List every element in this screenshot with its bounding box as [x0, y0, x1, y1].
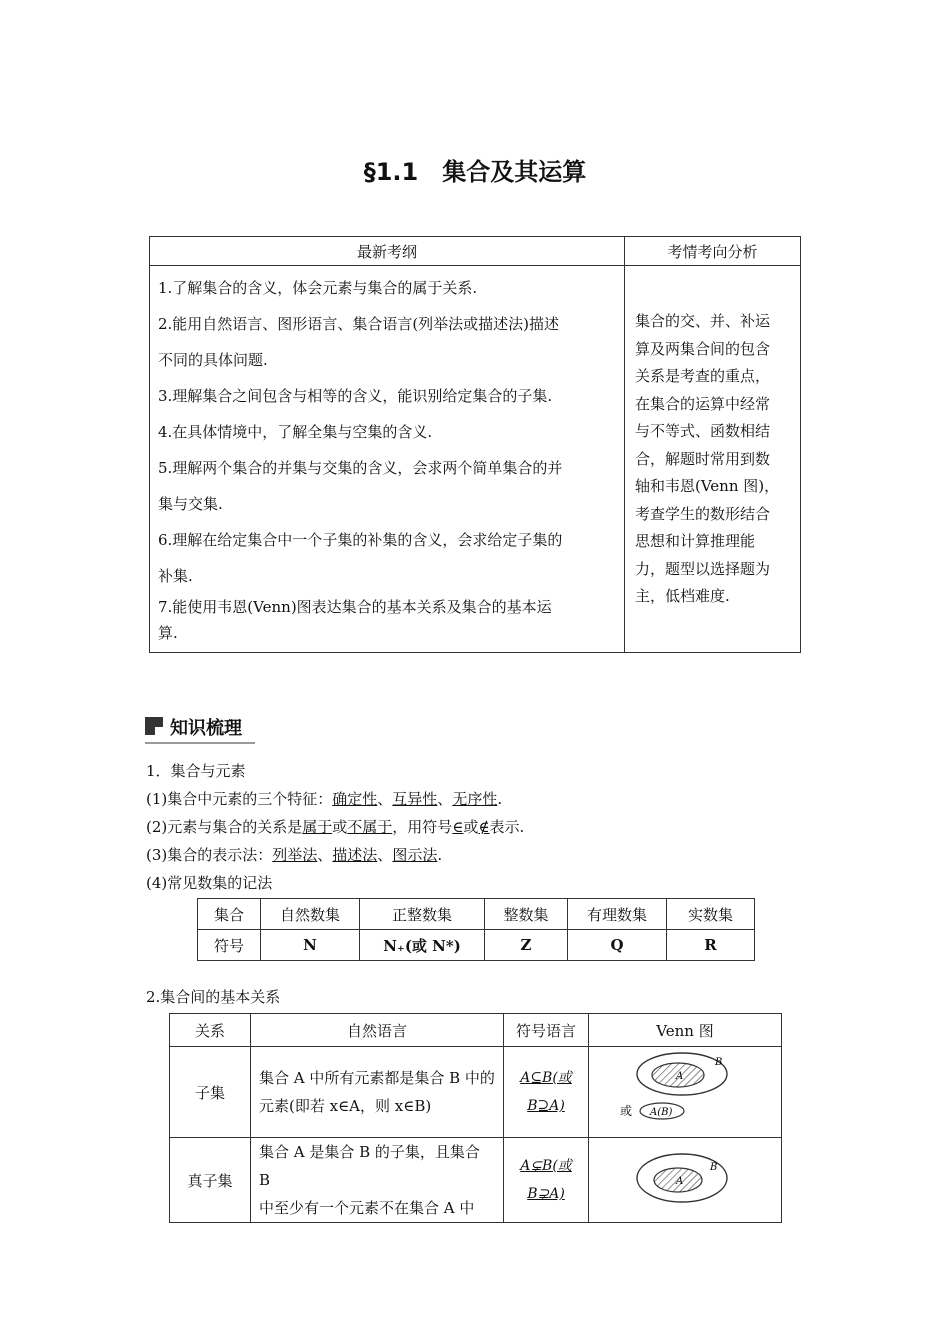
table-cell: N: [261, 930, 360, 961]
table-cell: 符号: [198, 930, 261, 961]
table-header: Venn 图: [589, 1014, 782, 1047]
table-cell: Q: [568, 930, 667, 961]
requirements-cell: [150, 266, 625, 653]
answer-word: 图示法: [392, 846, 438, 864]
relation-description: [251, 1047, 504, 1138]
knowledge-item-4: (4)常见数集的记法: [146, 874, 273, 892]
table-cell: 实数集: [667, 899, 755, 930]
item-prefix: (1)集合中元素的三个特征：: [146, 790, 333, 808]
venn-or-label: 或: [620, 1104, 633, 1118]
analysis-line: 轴和韦恩(Venn 图)，: [635, 477, 780, 495]
requirement-line: 补集.: [158, 567, 193, 585]
connector-text: 表示.: [489, 818, 525, 836]
venn-label-b: B: [715, 1057, 723, 1068]
venn-label-a: A: [676, 1176, 684, 1187]
table-cell: 整数集: [485, 899, 568, 930]
venn-diagram-proper-subset: [610, 1148, 760, 1208]
analysis-cell: [625, 266, 801, 653]
venn-label-equal: A(B): [650, 1107, 673, 1118]
relation-description: [251, 1138, 504, 1223]
table-header: 关系: [170, 1014, 251, 1047]
table-cell: R: [667, 930, 755, 961]
analysis-line: 合，解题时常用到数: [635, 449, 771, 468]
symbol-line: B⊋A): [527, 1186, 565, 1202]
analysis-line: 主，低档难度.: [635, 587, 730, 605]
requirement-line: 7.能使用韦恩(Venn)图表达集合的基本关系及集合的基本运: [158, 598, 552, 616]
requirement-line: 5.理解两个集合的并集与交集的含义，会求两个简单集合的并: [158, 459, 563, 477]
requirement-line: 4.在具体情境中，了解全集与空集的含义.: [158, 423, 433, 441]
item-prefix: (2)元素与集合的关系是: [146, 818, 303, 836]
analysis-line: 算及两集合间的包含: [635, 339, 771, 358]
venn-label-b: B: [710, 1162, 718, 1173]
table-cell: 正整数集: [360, 899, 485, 930]
section-heading: [145, 712, 255, 744]
table-header: 符号语言: [504, 1014, 589, 1047]
requirement-line: 6.理解在给定集合中一个子集的补集的含义，会求给定子集的: [158, 531, 563, 549]
not-belongs-symbol: ∉: [478, 818, 490, 836]
answer-word: 确定性: [332, 790, 378, 808]
analysis-line: 考查学生的数形结合: [635, 504, 771, 523]
connector-text: 或: [463, 818, 479, 836]
syllabus-table: [149, 236, 801, 653]
requirement-line: 不同的具体问题.: [158, 351, 268, 369]
answer-word: 互异性: [392, 790, 438, 808]
venn-cell-subset: [589, 1047, 782, 1138]
requirement-line: 集与交集.: [158, 495, 223, 513]
venn-cell-proper-subset: [589, 1138, 782, 1223]
relation-symbol: [504, 1047, 589, 1138]
analysis-line: 与不等式、函数相结: [635, 422, 771, 440]
answer-word: 无序性: [452, 790, 498, 808]
table-header: 自然语言: [251, 1014, 504, 1047]
answer-word: 描述法: [332, 846, 378, 864]
table-cell: 有理数集: [568, 899, 667, 930]
table-cell: 自然数集: [261, 899, 360, 930]
relation-symbol: [504, 1138, 589, 1223]
description-line: 元素(即若 x∈A，则 x∈B): [259, 1097, 432, 1115]
table-cell: Z: [485, 930, 568, 961]
venn-label-a: A: [676, 1071, 684, 1082]
analysis-line: 在集合的运算中经常: [635, 394, 771, 413]
relation-name: 子集: [170, 1047, 251, 1138]
item-prefix: (3)集合的表示法：: [146, 846, 273, 864]
section-heading-label: 知识梳理: [170, 718, 242, 739]
answer-word: 属于: [302, 818, 333, 836]
analysis-line: 思想和计算推理能: [635, 532, 756, 550]
section-square-icon: [145, 717, 163, 735]
knowledge-item-3: (3)集合的表示法：列举法、描述法、图示法.: [146, 846, 443, 864]
analysis-line: 关系是考查的重点，: [635, 367, 771, 385]
symbol-line: B⊇A): [527, 1098, 565, 1114]
description-line: 中至少有一个元素不在集合 A 中: [259, 1199, 475, 1217]
belongs-symbol: ∈: [452, 818, 464, 836]
requirement-line: 1.了解集合的含义，体会元素与集合的属于关系.: [158, 279, 478, 297]
description-line: 集合 A 是集合 B 的子集，且集合 B: [259, 1143, 480, 1189]
symbol-line: A⊆B(或: [520, 1070, 572, 1086]
syllabus-header-analysis: 考情考向分析: [625, 237, 801, 266]
knowledge-item-2: [146, 816, 524, 837]
syllabus-header-requirements: 最新考纲: [150, 237, 625, 266]
venn-diagram-subset: [610, 1047, 760, 1133]
knowledge-item-1: (1)集合中元素的三个特征：确定性、互异性、无序性.: [146, 790, 503, 808]
requirement-line: 2.能用自然语言、图形语言、集合语言(列举法或描述法)描述: [158, 315, 560, 333]
answer-word: 列举法: [272, 846, 318, 864]
number-sets-table: [197, 898, 755, 961]
relations-heading: 2.集合间的基本关系: [146, 988, 281, 1006]
requirement-line: 3.理解集合之间包含与相等的含义，能识别给定集合的子集.: [158, 387, 553, 405]
table-cell: 集合: [198, 899, 261, 930]
relation-name: 真子集: [170, 1138, 251, 1223]
analysis-line: 集合的交、并、补运: [635, 312, 771, 330]
description-line: 集合 A 中所有元素都是集合 B 中的: [259, 1069, 495, 1087]
relations-table: [169, 1013, 782, 1223]
requirement-line: 算.: [158, 624, 178, 642]
symbol-line: A⊊B(或: [520, 1158, 572, 1174]
table-cell: N₊(或 N*): [360, 930, 485, 961]
connector-text: ，用符号: [392, 818, 453, 836]
answer-word: 不属于: [347, 818, 393, 836]
knowledge-heading-1: 1．集合与元素: [146, 762, 246, 780]
page-title: §1.1 集合及其运算: [363, 158, 587, 186]
analysis-line: 力，题型以选择题为: [635, 559, 771, 578]
connector-text: 或: [332, 818, 348, 836]
